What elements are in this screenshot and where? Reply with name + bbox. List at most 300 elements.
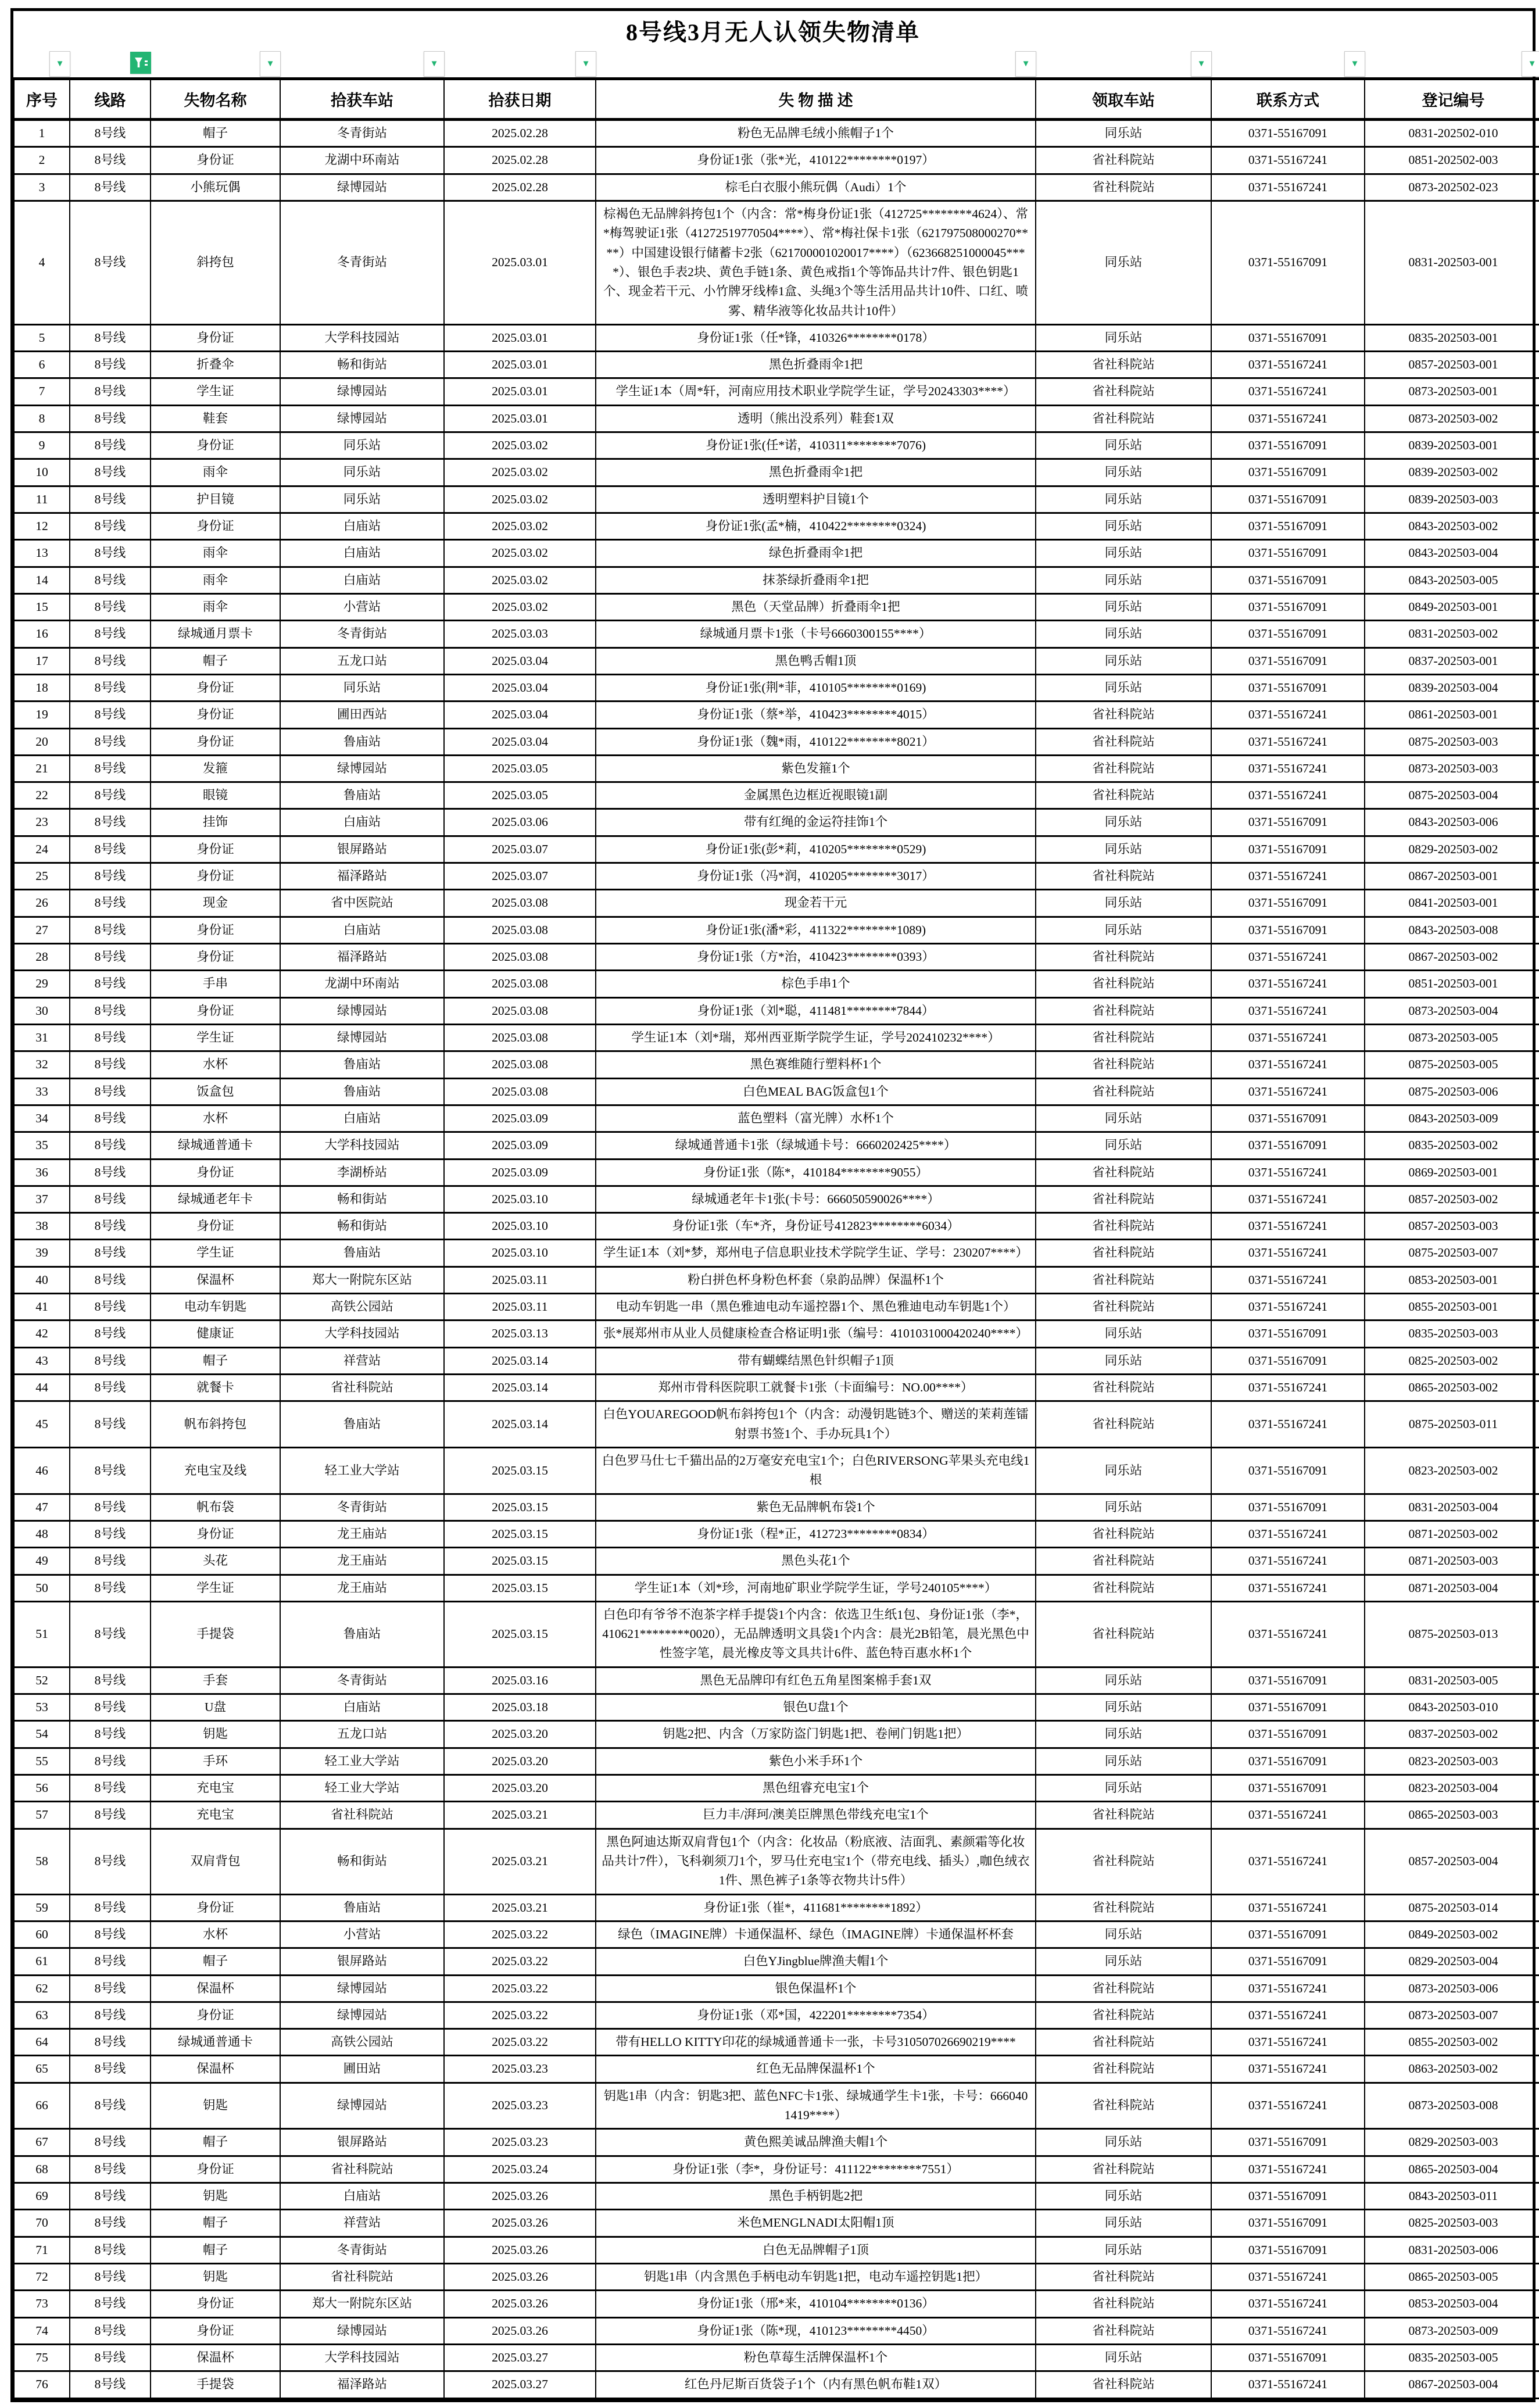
cell-seq[interactable]: 23 — [14, 809, 70, 836]
cell-seq[interactable]: 26 — [14, 890, 70, 917]
cell-contact[interactable]: 0371-55167091 — [1211, 201, 1365, 324]
cell-seq[interactable]: 74 — [14, 2317, 70, 2344]
cell-claim-station[interactable]: 同乐站 — [1036, 1748, 1211, 1774]
cell-reg-no[interactable]: 0869-202503-001 — [1365, 1159, 1539, 1186]
cell-claim-station[interactable]: 省社科院站 — [1036, 782, 1211, 809]
cell-reg-no[interactable]: 0831-202503-004 — [1365, 1494, 1539, 1520]
cell-seq[interactable]: 36 — [14, 1159, 70, 1186]
cell-station-found[interactable]: 龙王庙站 — [280, 1548, 444, 1575]
cell-line[interactable]: 8号线 — [70, 1494, 151, 1520]
cell-line[interactable]: 8号线 — [70, 1748, 151, 1774]
cell-station-found[interactable]: 祥营站 — [280, 2210, 444, 2237]
cell-description[interactable]: 紫色发箍1个 — [596, 755, 1036, 782]
cell-line[interactable]: 8号线 — [70, 728, 151, 755]
cell-item-name[interactable]: 充电宝 — [151, 1775, 280, 1802]
cell-reg-no[interactable]: 0863-202503-002 — [1365, 2056, 1539, 2083]
cell-reg-no[interactable]: 0839-202503-002 — [1365, 459, 1539, 486]
cell-claim-station[interactable]: 省社科院站 — [1036, 755, 1211, 782]
cell-contact[interactable]: 0371-55167091 — [1211, 2129, 1365, 2156]
cell-date-found[interactable]: 2025.03.04 — [444, 728, 596, 755]
cell-seq[interactable]: 34 — [14, 1105, 70, 1132]
cell-contact[interactable]: 0371-55167241 — [1211, 2317, 1365, 2344]
cell-item-name[interactable]: 饭盒包 — [151, 1078, 280, 1105]
cell-claim-station[interactable]: 省社科院站 — [1036, 1186, 1211, 1212]
cell-date-found[interactable]: 2025.03.10 — [444, 1186, 596, 1212]
cell-description[interactable]: 身份证1张（程*正，412723********0834） — [596, 1520, 1036, 1547]
cell-seq[interactable]: 18 — [14, 674, 70, 701]
cell-description[interactable]: 身份证1张（邢*来，410104********0136） — [596, 2291, 1036, 2317]
cell-seq[interactable]: 51 — [14, 1601, 70, 1667]
cell-date-found[interactable]: 2025.03.06 — [444, 809, 596, 836]
cell-reg-no[interactable]: 0871-202503-002 — [1365, 1520, 1539, 1547]
cell-station-found[interactable]: 五龙口站 — [280, 647, 444, 674]
cell-date-found[interactable]: 2025.03.04 — [444, 702, 596, 728]
cell-station-found[interactable]: 大学科技园站 — [280, 1321, 444, 1347]
cell-description[interactable]: 透明（熊出没系列）鞋套1双 — [596, 405, 1036, 432]
cell-claim-station[interactable]: 省社科院站 — [1036, 147, 1211, 174]
cell-description[interactable]: 紫色无品牌帆布袋1个 — [596, 1494, 1036, 1520]
cell-item-name[interactable]: 水杯 — [151, 1051, 280, 1078]
header-col-2[interactable]: 失物名称 — [151, 79, 280, 120]
cell-contact[interactable]: 0371-55167091 — [1211, 1921, 1365, 1948]
cell-contact[interactable]: 0371-55167091 — [1211, 2237, 1365, 2263]
cell-item-name[interactable]: 雨伞 — [151, 567, 280, 593]
cell-description[interactable]: 棕毛白衣服小熊玩偶（Audi）1个 — [596, 174, 1036, 201]
cell-station-found[interactable]: 白庙站 — [280, 1105, 444, 1132]
cell-line[interactable]: 8号线 — [70, 782, 151, 809]
cell-line[interactable]: 8号线 — [70, 2291, 151, 2317]
cell-reg-no[interactable]: 0865-202503-002 — [1365, 1375, 1539, 1401]
cell-station-found[interactable]: 畅和街站 — [280, 1213, 444, 1240]
cell-line[interactable]: 8号线 — [70, 1105, 151, 1132]
cell-date-found[interactable]: 2025.03.16 — [444, 1667, 596, 1694]
cell-station-found[interactable]: 白庙站 — [280, 567, 444, 593]
cell-station-found[interactable]: 鲁庙站 — [280, 728, 444, 755]
cell-description[interactable]: 米色MENGLNADI太阳帽1顶 — [596, 2210, 1036, 2237]
cell-line[interactable]: 8号线 — [70, 1721, 151, 1748]
cell-reg-no[interactable]: 0855-202503-002 — [1365, 2029, 1539, 2056]
cell-line[interactable]: 8号线 — [70, 863, 151, 890]
cell-seq[interactable]: 32 — [14, 1051, 70, 1078]
cell-claim-station[interactable]: 同乐站 — [1036, 621, 1211, 647]
cell-seq[interactable]: 46 — [14, 1447, 70, 1494]
cell-contact[interactable]: 0371-55167091 — [1211, 1775, 1365, 1802]
cell-item-name[interactable]: 帆布袋 — [151, 1494, 280, 1520]
cell-seq[interactable]: 28 — [14, 944, 70, 971]
cell-station-found[interactable]: 圃田站 — [280, 2056, 444, 2083]
cell-date-found[interactable]: 2025.03.10 — [444, 1213, 596, 1240]
cell-line[interactable]: 8号线 — [70, 1294, 151, 1321]
cell-item-name[interactable]: 雨伞 — [151, 459, 280, 486]
cell-contact[interactable]: 0371-55167091 — [1211, 2210, 1365, 2237]
cell-description[interactable]: 张*展郑州市从业人员健康检查合格证明1张（编号：4101031000420240****） — [596, 1321, 1036, 1347]
cell-seq[interactable]: 39 — [14, 1240, 70, 1266]
cell-seq[interactable]: 20 — [14, 728, 70, 755]
cell-reg-no[interactable]: 0839-202503-001 — [1365, 432, 1539, 459]
cell-seq[interactable]: 44 — [14, 1375, 70, 1401]
cell-reg-no[interactable]: 0829-202503-002 — [1365, 836, 1539, 863]
cell-seq[interactable]: 1 — [14, 120, 70, 147]
cell-contact[interactable]: 0371-55167241 — [1211, 997, 1365, 1024]
cell-date-found[interactable]: 2025.03.05 — [444, 755, 596, 782]
cell-description[interactable]: 白色YJingblue牌渔夫帽1个 — [596, 1948, 1036, 1975]
cell-item-name[interactable]: 身份证 — [151, 836, 280, 863]
cell-seq[interactable]: 37 — [14, 1186, 70, 1212]
cell-claim-station[interactable]: 省社科院站 — [1036, 944, 1211, 971]
cell-claim-station[interactable]: 省社科院站 — [1036, 1266, 1211, 1293]
cell-line[interactable]: 8号线 — [70, 997, 151, 1024]
cell-claim-station[interactable]: 省社科院站 — [1036, 1375, 1211, 1401]
cell-date-found[interactable]: 2025.03.15 — [444, 1575, 596, 1601]
cell-claim-station[interactable]: 同乐站 — [1036, 1948, 1211, 1975]
cell-description[interactable]: 金属黑色边框近视眼镜1副 — [596, 782, 1036, 809]
cell-seq[interactable]: 55 — [14, 1748, 70, 1774]
cell-reg-no[interactable]: 0875-202503-007 — [1365, 1240, 1539, 1266]
cell-description[interactable]: 郑州市骨科医院职工就餐卡1张（卡面编号：NO.00****） — [596, 1375, 1036, 1401]
cell-item-name[interactable]: 帽子 — [151, 2129, 280, 2156]
cell-description[interactable]: 粉色无品牌毛绒小熊帽子1个 — [596, 120, 1036, 147]
cell-seq[interactable]: 30 — [14, 997, 70, 1024]
cell-date-found[interactable]: 2025.03.15 — [444, 1520, 596, 1547]
cell-line[interactable]: 8号线 — [70, 1186, 151, 1212]
cell-line[interactable]: 8号线 — [70, 2237, 151, 2263]
cell-date-found[interactable]: 2025.03.04 — [444, 647, 596, 674]
cell-description[interactable]: 黑色纽睿充电宝1个 — [596, 1775, 1036, 1802]
cell-seq[interactable]: 40 — [14, 1266, 70, 1293]
cell-station-found[interactable]: 省中医院站 — [280, 890, 444, 917]
cell-line[interactable]: 8号线 — [70, 2183, 151, 2210]
cell-item-name[interactable]: 身份证 — [151, 324, 280, 351]
cell-date-found[interactable]: 2025.03.20 — [444, 1721, 596, 1748]
cell-date-found[interactable]: 2025.03.20 — [444, 1748, 596, 1774]
cell-claim-station[interactable]: 同乐站 — [1036, 1694, 1211, 1721]
cell-item-name[interactable]: 身份证 — [151, 863, 280, 890]
cell-reg-no[interactable]: 0873-202503-008 — [1365, 2083, 1539, 2129]
cell-description[interactable]: 身份证1张（冯*润，410205********3017） — [596, 863, 1036, 890]
cell-contact[interactable]: 0371-55167241 — [1211, 1975, 1365, 2002]
cell-description[interactable]: 身份证1张（方*治，410423********0393） — [596, 944, 1036, 971]
cell-description[interactable]: 绿城通普通卡1张（绿城通卡号：6660202425****） — [596, 1132, 1036, 1159]
cell-contact[interactable]: 0371-55167241 — [1211, 1186, 1365, 1212]
cell-reg-no[interactable]: 0873-202503-004 — [1365, 997, 1539, 1024]
cell-item-name[interactable]: 护目镜 — [151, 486, 280, 513]
cell-contact[interactable]: 0371-55167091 — [1211, 432, 1365, 459]
cell-line[interactable]: 8号线 — [70, 809, 151, 836]
cell-item-name[interactable]: 身份证 — [151, 2002, 280, 2028]
cell-claim-station[interactable]: 省社科院站 — [1036, 1601, 1211, 1667]
cell-reg-no[interactable]: 0839-202503-004 — [1365, 674, 1539, 701]
cell-item-name[interactable]: 双肩背包 — [151, 1829, 280, 1894]
cell-date-found[interactable]: 2025.03.26 — [444, 2210, 596, 2237]
cell-contact[interactable]: 0371-55167091 — [1211, 459, 1365, 486]
cell-claim-station[interactable]: 省社科院站 — [1036, 174, 1211, 201]
cell-seq[interactable]: 43 — [14, 1347, 70, 1374]
cell-date-found[interactable]: 2025.02.28 — [444, 147, 596, 174]
cell-reg-no[interactable]: 0875-202503-004 — [1365, 782, 1539, 809]
cell-line[interactable]: 8号线 — [70, 324, 151, 351]
cell-seq[interactable]: 29 — [14, 971, 70, 997]
cell-item-name[interactable]: 身份证 — [151, 728, 280, 755]
cell-claim-station[interactable]: 同乐站 — [1036, 1447, 1211, 1494]
filter-applied-icon[interactable] — [130, 52, 151, 74]
cell-seq[interactable]: 53 — [14, 1694, 70, 1721]
cell-item-name[interactable]: 就餐卡 — [151, 1375, 280, 1401]
cell-description[interactable]: 透明塑料护目镜1个 — [596, 486, 1036, 513]
header-col-6[interactable]: 领取车站 — [1036, 79, 1211, 120]
cell-station-found[interactable]: 鲁庙站 — [280, 1401, 444, 1448]
cell-contact[interactable]: 0371-55167241 — [1211, 1024, 1365, 1051]
cell-contact[interactable]: 0371-55167091 — [1211, 2344, 1365, 2371]
cell-line[interactable]: 8号线 — [70, 2263, 151, 2290]
cell-item-name[interactable]: 现金 — [151, 890, 280, 917]
cell-line[interactable]: 8号线 — [70, 1575, 151, 1601]
cell-seq[interactable]: 21 — [14, 755, 70, 782]
cell-date-found[interactable]: 2025.03.09 — [444, 1105, 596, 1132]
cell-station-found[interactable]: 鲁庙站 — [280, 1240, 444, 1266]
cell-seq[interactable]: 19 — [14, 702, 70, 728]
cell-item-name[interactable]: 水杯 — [151, 1105, 280, 1132]
cell-station-found[interactable]: 龙湖中环南站 — [280, 971, 444, 997]
cell-contact[interactable]: 0371-55167241 — [1211, 1294, 1365, 1321]
cell-station-found[interactable]: 白庙站 — [280, 917, 444, 943]
cell-date-found[interactable]: 2025.03.08 — [444, 1078, 596, 1105]
cell-claim-station[interactable]: 省社科院站 — [1036, 997, 1211, 1024]
cell-contact[interactable]: 0371-55167091 — [1211, 1721, 1365, 1748]
cell-line[interactable]: 8号线 — [70, 1921, 151, 1948]
cell-date-found[interactable]: 2025.03.13 — [444, 1321, 596, 1347]
cell-item-name[interactable]: 雨伞 — [151, 540, 280, 567]
cell-line[interactable]: 8号线 — [70, 1601, 151, 1667]
cell-station-found[interactable]: 圃田西站 — [280, 702, 444, 728]
cell-reg-no[interactable]: 0873-202502-023 — [1365, 174, 1539, 201]
cell-date-found[interactable]: 2025.02.28 — [444, 120, 596, 147]
cell-item-name[interactable]: 绿城通老年卡 — [151, 1186, 280, 1212]
cell-contact[interactable]: 0371-55167091 — [1211, 324, 1365, 351]
cell-line[interactable]: 8号线 — [70, 621, 151, 647]
cell-description[interactable]: 身份证1张（李*，身份证号：411122********7551） — [596, 2156, 1036, 2182]
cell-line[interactable]: 8号线 — [70, 674, 151, 701]
cell-contact[interactable]: 0371-55167241 — [1211, 1401, 1365, 1448]
cell-seq[interactable]: 50 — [14, 1575, 70, 1601]
cell-reg-no[interactable]: 0843-202503-009 — [1365, 1105, 1539, 1132]
cell-date-found[interactable]: 2025.03.04 — [444, 674, 596, 701]
cell-description[interactable]: 黑色无品牌印有红色五角星图案棉手套1双 — [596, 1667, 1036, 1694]
cell-date-found[interactable]: 2025.03.22 — [444, 2002, 596, 2028]
cell-claim-station[interactable]: 同乐站 — [1036, 647, 1211, 674]
cell-reg-no[interactable]: 0865-202503-003 — [1365, 1802, 1539, 1829]
cell-date-found[interactable]: 2025.03.11 — [444, 1294, 596, 1321]
cell-line[interactable]: 8号线 — [70, 459, 151, 486]
cell-station-found[interactable]: 高铁公园站 — [280, 2029, 444, 2056]
cell-item-name[interactable]: 折叠伞 — [151, 352, 280, 378]
cell-claim-station[interactable]: 省社科院站 — [1036, 2317, 1211, 2344]
cell-claim-station[interactable]: 同乐站 — [1036, 1494, 1211, 1520]
cell-seq[interactable]: 59 — [14, 1894, 70, 1921]
cell-contact[interactable]: 0371-55167241 — [1211, 2371, 1365, 2398]
cell-reg-no[interactable]: 0829-202503-003 — [1365, 2129, 1539, 2156]
cell-date-found[interactable]: 2025.03.01 — [444, 352, 596, 378]
cell-date-found[interactable]: 2025.03.24 — [444, 2156, 596, 2182]
cell-seq[interactable]: 65 — [14, 2056, 70, 2083]
cell-claim-station[interactable]: 同乐站 — [1036, 2237, 1211, 2263]
header-col-4[interactable]: 拾获日期 — [444, 79, 596, 120]
cell-reg-no[interactable]: 0825-202503-003 — [1365, 2210, 1539, 2237]
cell-line[interactable]: 8号线 — [70, 2210, 151, 2237]
cell-item-name[interactable]: 手环 — [151, 1748, 280, 1774]
cell-claim-station[interactable]: 省社科院站 — [1036, 2029, 1211, 2056]
cell-reg-no[interactable]: 0831-202503-002 — [1365, 621, 1539, 647]
cell-item-name[interactable]: 帽子 — [151, 1948, 280, 1975]
cell-reg-no[interactable]: 0837-202503-002 — [1365, 1721, 1539, 1748]
cell-contact[interactable]: 0371-55167241 — [1211, 944, 1365, 971]
cell-claim-station[interactable]: 同乐站 — [1036, 567, 1211, 593]
cell-description[interactable]: 白色印有爷爷不泡茶字样手提袋1个内含：依选卫生纸1包、身份证1张（李*，410621********0020），无品牌透明文具袋1个内含：晨光2B铅笔，晨光黑色中性签字笔，晨光橡皮等文具共计6件、蓝色特百惠水杯1个 — [596, 1601, 1036, 1667]
cell-description[interactable]: 钥匙1串（内含：钥匙3把、蓝色NFC卡1张、绿城通学生卡1张，卡号：6660401419****） — [596, 2083, 1036, 2129]
cell-station-found[interactable]: 绿博园站 — [280, 2317, 444, 2344]
cell-reg-no[interactable]: 0867-202503-001 — [1365, 863, 1539, 890]
cell-item-name[interactable]: 头花 — [151, 1548, 280, 1575]
cell-date-found[interactable]: 2025.03.20 — [444, 1775, 596, 1802]
cell-reg-no[interactable]: 0831-202503-005 — [1365, 1667, 1539, 1694]
cell-line[interactable]: 8号线 — [70, 540, 151, 567]
cell-reg-no[interactable]: 0857-202503-001 — [1365, 352, 1539, 378]
cell-reg-no[interactable]: 0867-202503-004 — [1365, 2371, 1539, 2398]
cell-claim-station[interactable]: 省社科院站 — [1036, 1894, 1211, 1921]
cell-claim-station[interactable]: 省社科院站 — [1036, 2083, 1211, 2129]
cell-reg-no[interactable]: 0873-202503-007 — [1365, 2002, 1539, 2028]
cell-description[interactable]: 身份证1张（蔡*举，410423********4015） — [596, 702, 1036, 728]
cell-reg-no[interactable]: 0857-202503-004 — [1365, 1829, 1539, 1894]
cell-reg-no[interactable]: 0849-202503-001 — [1365, 593, 1539, 620]
cell-station-found[interactable]: 龙王庙站 — [280, 1575, 444, 1601]
cell-station-found[interactable]: 李湖桥站 — [280, 1159, 444, 1186]
cell-item-name[interactable]: 水杯 — [151, 1921, 280, 1948]
cell-item-name[interactable]: 身份证 — [151, 2156, 280, 2182]
cell-seq[interactable]: 12 — [14, 513, 70, 540]
cell-station-found[interactable]: 绿博园站 — [280, 405, 444, 432]
cell-line[interactable]: 8号线 — [70, 1078, 151, 1105]
cell-claim-station[interactable]: 省社科院站 — [1036, 728, 1211, 755]
cell-date-found[interactable]: 2025.03.03 — [444, 621, 596, 647]
cell-contact[interactable]: 0371-55167241 — [1211, 702, 1365, 728]
cell-date-found[interactable]: 2025.03.02 — [444, 459, 596, 486]
cell-reg-no[interactable]: 0873-202503-006 — [1365, 1975, 1539, 2002]
cell-description[interactable]: 黑色（天堂品牌）折叠雨伞1把 — [596, 593, 1036, 620]
cell-claim-station[interactable]: 省社科院站 — [1036, 1024, 1211, 1051]
cell-claim-station[interactable]: 同乐站 — [1036, 1105, 1211, 1132]
cell-description[interactable]: 学生证1本（刘*珍，河南地矿职业学院学生证，学号240105****） — [596, 1575, 1036, 1601]
cell-item-name[interactable]: 身份证 — [151, 917, 280, 943]
cell-seq[interactable]: 47 — [14, 1494, 70, 1520]
cell-reg-no[interactable]: 0873-202503-009 — [1365, 2317, 1539, 2344]
cell-line[interactable]: 8号线 — [70, 917, 151, 943]
cell-claim-station[interactable]: 省社科院站 — [1036, 971, 1211, 997]
cell-claim-station[interactable]: 同乐站 — [1036, 674, 1211, 701]
cell-seq[interactable]: 61 — [14, 1948, 70, 1975]
cell-date-found[interactable]: 2025.03.22 — [444, 1975, 596, 2002]
cell-line[interactable]: 8号线 — [70, 2083, 151, 2129]
cell-reg-no[interactable]: 0873-202503-001 — [1365, 378, 1539, 405]
filter-dropdown-icon[interactable]: ▼ — [49, 51, 70, 77]
cell-description[interactable]: 黑色阿迪达斯双肩背包1个（内含：化妆品（粉底液、洁面乳、素颜霜等化妆品共计7件），飞科剃须刀1个，罗马仕充电宝1个（带充电线、插头）,咖色绒衣1件、黑色裤子1条等衣物共计5件） — [596, 1829, 1036, 1894]
cell-description[interactable]: 棕褐色无品牌斜挎包1个（内含：常*梅身份证1张（412725********4624）、常*梅驾驶证1张（41272519770504****）、常*梅社保卡1张（621797508000270****）中国建设银行储蓄卡2张（621700001020017****）（623668251000045****）、银色手表2块、黄色手链1条、黄色戒指1个等饰品共计7件、银色钥匙1个、现金若干元、小竹牌牙线棒1盒、头绳3个等生活用品共计10件、口红、喷雾、精华液等化妆品共计10件） — [596, 201, 1036, 324]
cell-station-found[interactable]: 小营站 — [280, 593, 444, 620]
cell-reg-no[interactable]: 0843-202503-004 — [1365, 540, 1539, 567]
cell-item-name[interactable]: 帽子 — [151, 120, 280, 147]
cell-description[interactable]: 银色保温杯1个 — [596, 1975, 1036, 2002]
cell-date-found[interactable]: 2025.03.27 — [444, 2371, 596, 2398]
cell-contact[interactable]: 0371-55167241 — [1211, 2156, 1365, 2182]
cell-item-name[interactable]: 充电宝 — [151, 1802, 280, 1829]
cell-line[interactable]: 8号线 — [70, 432, 151, 459]
cell-seq[interactable]: 66 — [14, 2083, 70, 2129]
cell-reg-no[interactable]: 0839-202503-003 — [1365, 486, 1539, 513]
cell-description[interactable]: 带有HELLO KITTY印花的绿城通普通卡一张，卡号310507026690219**** — [596, 2029, 1036, 2056]
cell-reg-no[interactable]: 0875-202503-014 — [1365, 1894, 1539, 1921]
cell-date-found[interactable]: 2025.03.01 — [444, 201, 596, 324]
cell-claim-station[interactable]: 省社科院站 — [1036, 1213, 1211, 1240]
cell-description[interactable]: 红色丹尼斯百货袋子1个（内有黑色帆布鞋1双） — [596, 2371, 1036, 2398]
cell-description[interactable]: 电动车钥匙一串（黑色雅迪电动车遥控器1个、黑色雅迪电动车钥匙1个） — [596, 1294, 1036, 1321]
cell-line[interactable]: 8号线 — [70, 120, 151, 147]
cell-line[interactable]: 8号线 — [70, 1051, 151, 1078]
cell-line[interactable]: 8号线 — [70, 513, 151, 540]
cell-seq[interactable]: 3 — [14, 174, 70, 201]
cell-contact[interactable]: 0371-55167241 — [1211, 1375, 1365, 1401]
cell-contact[interactable]: 0371-55167091 — [1211, 120, 1365, 147]
cell-claim-station[interactable]: 同乐站 — [1036, 459, 1211, 486]
cell-contact[interactable]: 0371-55167241 — [1211, 1213, 1365, 1240]
filter-dropdown-icon[interactable]: ▼ — [424, 51, 445, 77]
cell-contact[interactable]: 0371-55167091 — [1211, 890, 1365, 917]
cell-contact[interactable]: 0371-55167241 — [1211, 378, 1365, 405]
cell-claim-station[interactable]: 省社科院站 — [1036, 2156, 1211, 2182]
cell-reg-no[interactable]: 0873-202503-005 — [1365, 1024, 1539, 1051]
cell-line[interactable]: 8号线 — [70, 647, 151, 674]
cell-description[interactable]: 身份证1张(任*诺，410311********7076) — [596, 432, 1036, 459]
cell-item-name[interactable]: 钥匙 — [151, 2263, 280, 2290]
cell-description[interactable]: 身份证1张(潘*彩，411322********1089) — [596, 917, 1036, 943]
cell-seq[interactable]: 16 — [14, 621, 70, 647]
cell-date-found[interactable]: 2025.03.26 — [444, 2263, 596, 2290]
header-col-5[interactable]: 失 物 描 述 — [596, 79, 1036, 120]
cell-station-found[interactable]: 银屏路站 — [280, 1948, 444, 1975]
cell-description[interactable]: 绿城通月票卡1张（卡号6660300155****） — [596, 621, 1036, 647]
cell-claim-station[interactable]: 省社科院站 — [1036, 1520, 1211, 1547]
cell-reg-no[interactable]: 0857-202503-002 — [1365, 1186, 1539, 1212]
cell-line[interactable]: 8号线 — [70, 174, 151, 201]
cell-date-found[interactable]: 2025.03.05 — [444, 782, 596, 809]
header-col-3[interactable]: 拾获车站 — [280, 79, 444, 120]
cell-seq[interactable]: 71 — [14, 2237, 70, 2263]
cell-description[interactable]: 绿城通老年卡1张(卡号：666050590026****） — [596, 1186, 1036, 1212]
cell-date-found[interactable]: 2025.03.02 — [444, 513, 596, 540]
cell-claim-station[interactable]: 同乐站 — [1036, 2183, 1211, 2210]
cell-seq[interactable]: 72 — [14, 2263, 70, 2290]
cell-station-found[interactable]: 福泽路站 — [280, 944, 444, 971]
cell-description[interactable]: 黑色鸭舌帽1顶 — [596, 647, 1036, 674]
cell-description[interactable]: 黑色折叠雨伞1把 — [596, 459, 1036, 486]
cell-date-found[interactable]: 2025.02.28 — [444, 174, 596, 201]
cell-line[interactable]: 8号线 — [70, 1375, 151, 1401]
cell-item-name[interactable]: 绿城通月票卡 — [151, 621, 280, 647]
cell-reg-no[interactable]: 0871-202503-003 — [1365, 1548, 1539, 1575]
cell-description[interactable]: 粉色草莓生活牌保温杯1个 — [596, 2344, 1036, 2371]
cell-contact[interactable]: 0371-55167091 — [1211, 1347, 1365, 1374]
cell-contact[interactable]: 0371-55167091 — [1211, 809, 1365, 836]
cell-claim-station[interactable]: 同乐站 — [1036, 836, 1211, 863]
cell-line[interactable]: 8号线 — [70, 2156, 151, 2182]
